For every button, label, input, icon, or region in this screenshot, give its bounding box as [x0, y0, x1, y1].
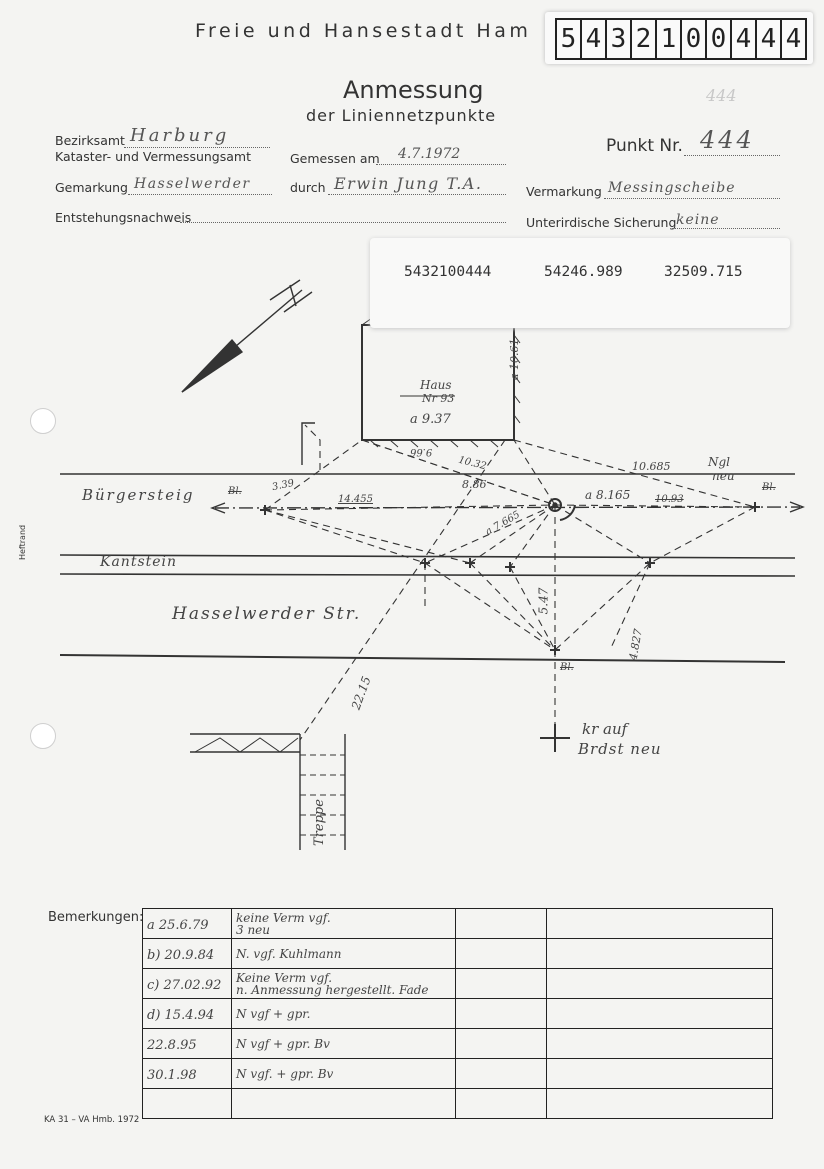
durch-label: durch [290, 180, 326, 195]
remark-text: Keine Verm vgf. [236, 970, 333, 985]
measurement-line [215, 507, 800, 508]
measure-10: 4.827 [626, 627, 645, 662]
remark-date: 22.8.95 [147, 1038, 197, 1053]
sicherung-label: Unterirdische Sicherung [526, 215, 677, 230]
remark-text: N vgf + gpr. Bv [236, 1036, 330, 1051]
coord-y: 32509.715 [664, 264, 743, 280]
measure-9: 5.47 [536, 587, 551, 615]
id-digit-cell: 0 [705, 20, 730, 58]
north-label [280, 268, 281, 269]
punkt-value: 444 [700, 126, 755, 154]
gemarkung-label: Gemarkung [55, 180, 128, 195]
form-code: KA 31 – VA Hmb. 1972 [44, 1115, 140, 1125]
bezirksamt-label: Bezirksamt [55, 133, 125, 148]
id-digit-cell: 4 [755, 20, 780, 58]
id-digit-cell: 4 [780, 20, 805, 58]
bl-label-2: Bl. [762, 482, 776, 493]
authority-title: Freie und Hansestadt Ham [195, 20, 532, 42]
remark-date: b) 20.9.84 [147, 948, 215, 963]
remark-text: N. vgf. Kuhlmann [236, 946, 342, 961]
remarks-row [143, 939, 773, 969]
measure-5: 8.86 [462, 478, 487, 491]
measure-3: 14.455 [338, 494, 373, 505]
id-digit-cell: 1 [655, 20, 680, 58]
measure-11: 10.93 [655, 494, 684, 505]
north-arrow-n [270, 280, 312, 312]
kataster-label: Kataster- und Vermessungsamt [55, 149, 251, 164]
id-digit-cell: 4 [580, 20, 605, 58]
haus-width: a 9.37 [410, 412, 451, 427]
ngl-label-1: Ngl [708, 455, 731, 469]
coordinate-card [370, 238, 790, 328]
ngl-label-2: neu [712, 469, 735, 483]
remark-date: d) 15.4.94 [147, 1008, 215, 1023]
measure-12: 3.39 [271, 477, 296, 494]
haus-label-2: Nr 93 [422, 392, 455, 405]
measure-7: a 7.665 [483, 509, 523, 538]
remark-date: 30.1.98 [147, 1068, 197, 1083]
entstehung-label: Entstehungsnachweis [55, 210, 192, 225]
buergersteig-label: Bürgersteig [82, 486, 195, 504]
kantstein-label: Kantstein [100, 554, 178, 570]
coord-x: 54246.989 [544, 264, 623, 280]
remarks-row [143, 1059, 773, 1089]
id-digit-cell: 0 [680, 20, 705, 58]
heftrand-label: Heftrand [18, 524, 27, 560]
north-arrow-head [182, 340, 242, 392]
document-subtitle: der Liniennetzpunkte [306, 106, 497, 125]
remarks-row [143, 999, 773, 1029]
remark-text: N vgf + gpr. [236, 1006, 311, 1021]
treppe-label: Treppe [312, 799, 327, 846]
remarks-row-empty [143, 1089, 773, 1119]
remark-text: N vgf. + gpr. Bv [236, 1066, 334, 1081]
line-street-far [60, 655, 785, 662]
gemessen-label: Gemessen am [290, 151, 380, 166]
remark-text: keine Verm vgf. [236, 910, 331, 925]
kr-label-2: Brdst neu [578, 740, 662, 758]
faint-stamp: 444 [706, 86, 737, 105]
measure-2: a 8.165 [585, 488, 631, 502]
house-hatch-bottom [370, 440, 498, 447]
bl-label-3: Bl. [560, 662, 574, 673]
remarks-table [142, 908, 773, 1119]
vermarkung-label: Vermarkung [526, 184, 602, 199]
document-title: Anmessung [343, 76, 484, 104]
measure-6: 9.66 [410, 446, 433, 457]
measure-1: 10.685 [632, 460, 671, 473]
remarks-row [143, 1029, 773, 1059]
gemarkung-value: Hasselwerder [134, 176, 251, 192]
sicherung-value: keine [676, 212, 720, 228]
gemessen-value: 4.7.1972 [398, 146, 461, 162]
measure-8: 22.15 [348, 674, 374, 712]
kr-label-1: kr auf [582, 720, 628, 738]
haus-side: a 10.61 [508, 338, 521, 380]
vermarkung-value: Messingscheibe [608, 180, 736, 196]
punkt-label: Punkt Nr. [606, 136, 683, 156]
remark-date: c) 27.02.92 [147, 978, 222, 993]
id-digit-cell: 3 [605, 20, 630, 58]
id-digit-cell: 5 [560, 24, 577, 54]
durch-value: Erwin Jung T.A. [334, 174, 483, 193]
remark-date: a 25.6.79 [147, 918, 209, 933]
remarks-row [143, 969, 773, 999]
kr-cross [540, 724, 570, 752]
line-kerb-2 [60, 574, 795, 576]
remarks-row [143, 909, 773, 939]
street-label: Hasselwerder Str. [172, 604, 362, 624]
bl-label-1: Bl. [228, 486, 242, 497]
id-digit-cell: 2 [630, 20, 655, 58]
remark-text-2: n. Anmessung hergestellt. Fade [236, 982, 429, 997]
haus-label-1: Haus [420, 378, 452, 392]
bezirksamt-value: Harburg [130, 125, 230, 146]
id-digit-cell: 4 [730, 20, 755, 58]
remarks-label: Bemerkungen: [48, 910, 144, 925]
measure-4: 10.32 [457, 454, 488, 473]
remark-text-2: 3 neu [236, 922, 271, 937]
coord-point-id: 5432100444 [404, 264, 492, 280]
